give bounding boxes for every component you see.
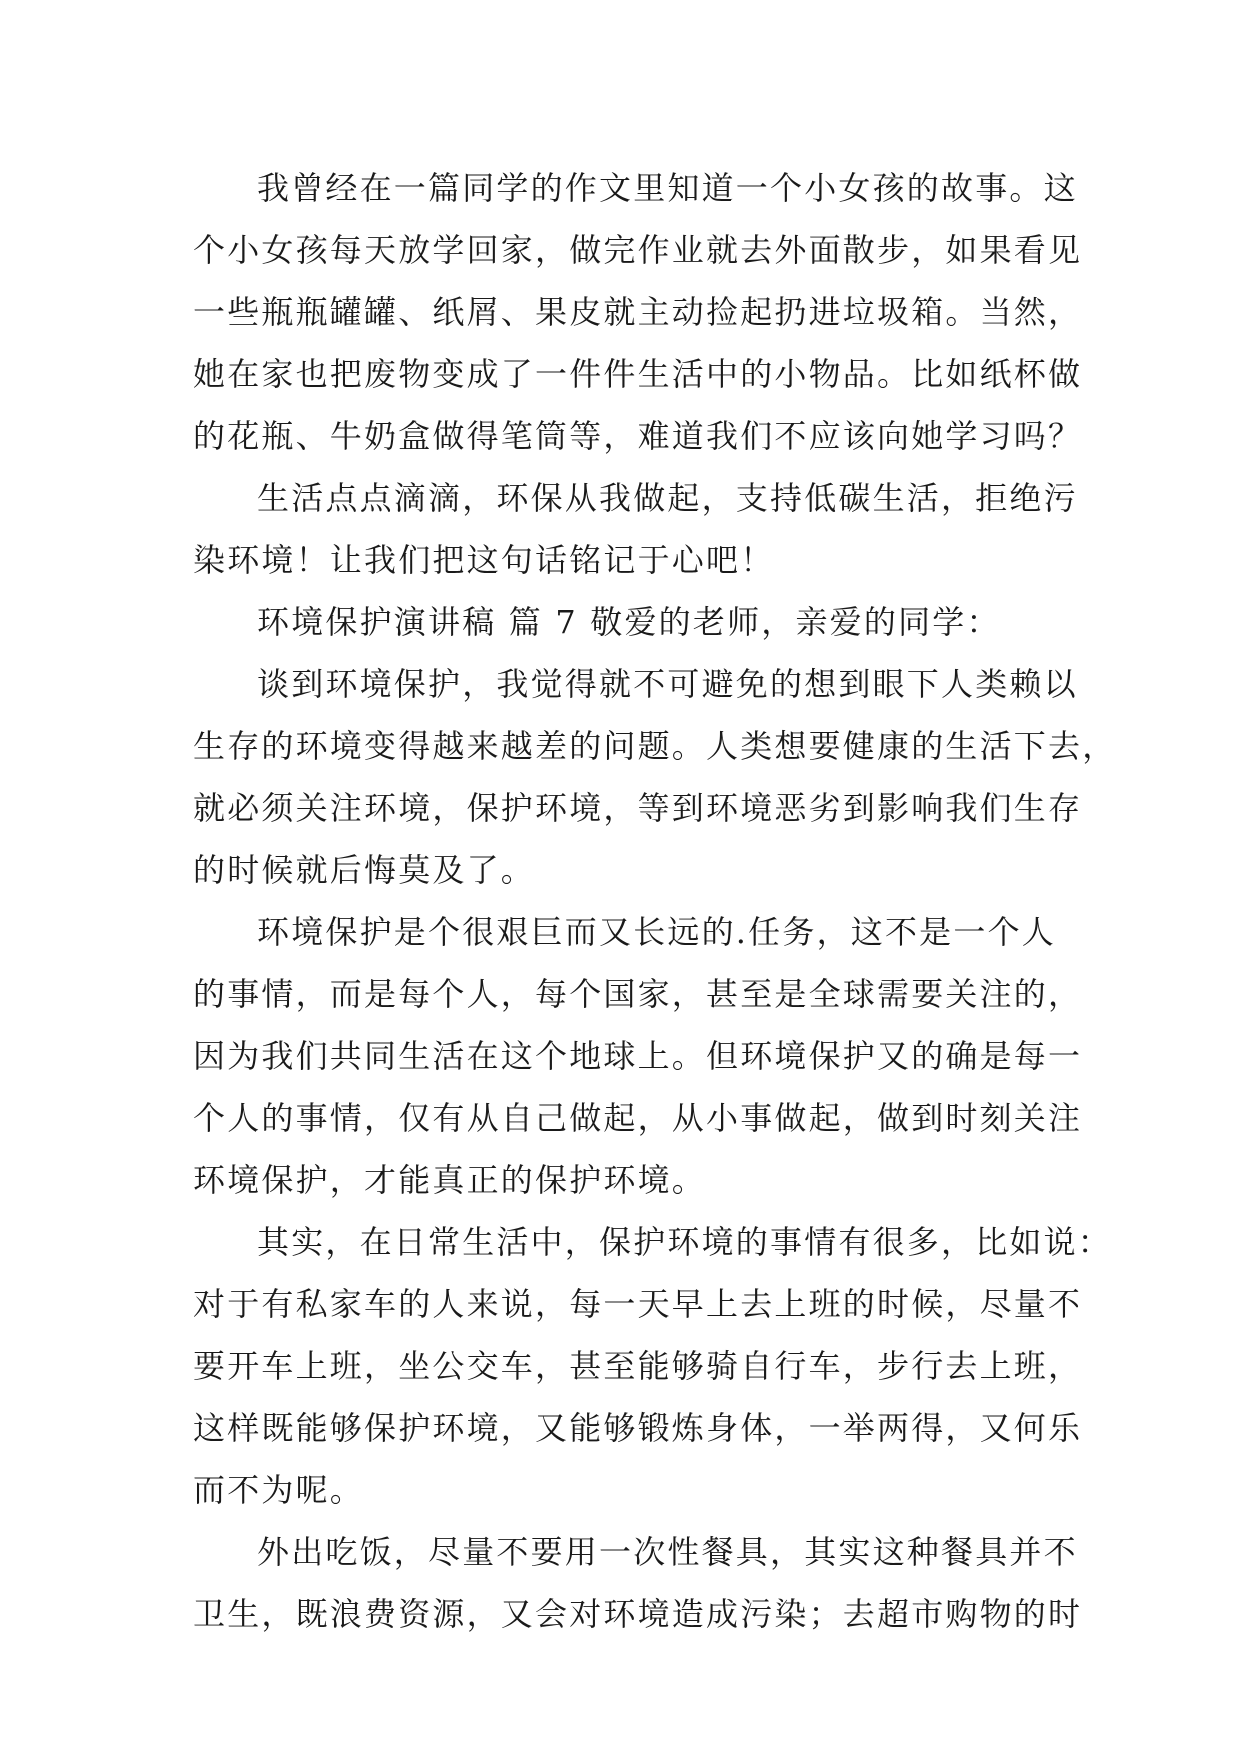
text-line: 因为我们共同生活在这个地球上。但环境保护又的确是每一 — [193, 1037, 1083, 1075]
paragraph — [193, 1521, 1083, 1645]
paragraph — [193, 653, 1117, 901]
text-line: 对于有私家车的人来说，每一天早上去上班的时候，尽量不 — [193, 1285, 1083, 1323]
text-line: 卫生，既浪费资源，又会对环境造成污染；去超市购物的时 — [193, 1595, 1083, 1633]
text-line: 一些瓶瓶罐罐、纸屑、果皮就主动捡起扔进垃圾箱。当然， — [193, 293, 1083, 331]
text-line: 外出吃饭，尽量不要用一次性餐具，其实这种餐具并不 — [257, 1533, 1078, 1571]
paragraph — [193, 1211, 1113, 1521]
text-line: 环境保护是个很艰巨而又长远的.任务，这不是一个人 — [257, 913, 1056, 951]
text-line: 的时候就后悔莫及了。 — [193, 851, 536, 889]
paragraph — [193, 157, 1083, 467]
text-line: 要开车上班，坐公交车，甚至能够骑自行车，步行去上班， — [193, 1347, 1083, 1385]
text-line: 谈到环境保护，我觉得就不可避免的想到眼下人类赖以 — [257, 665, 1078, 703]
text-line: 环境保护，才能真正的保护环境。 — [193, 1161, 707, 1199]
paragraph — [193, 901, 1083, 1211]
text-line: 的花瓶、牛奶盒做得笔筒等，难道我们不应该向她学习吗？ — [193, 417, 1083, 455]
text-line: 这样既能够保护环境，又能够锻炼身体，一举两得，又何乐 — [193, 1409, 1083, 1447]
text-line: 生活点点滴滴，环保从我做起，支持低碳生活，拒绝污 — [257, 479, 1078, 517]
text-line: 而不为呢。 — [193, 1471, 365, 1509]
section-heading-line: 环境保护演讲稿 篇 7 敬爱的老师，亲爱的同学： — [257, 603, 1001, 641]
text-line: 我曾经在一篇同学的作文里知道一个小女孩的故事。这 — [257, 169, 1078, 207]
text-line: 就必须关注环境，保护环境，等到环境恶劣到影响我们生存 — [193, 789, 1083, 827]
paragraph — [193, 467, 1078, 591]
text-line: 染环境！让我们把这句话铭记于心吧！ — [193, 541, 775, 579]
text-line: 个人的事情，仅有从自己做起，从小事做起，做到时刻关注 — [193, 1099, 1083, 1137]
body-text — [193, 157, 1117, 1645]
text-line: 生存的环境变得越来越差的问题。人类想要健康的生活下去， — [193, 727, 1117, 765]
text-line: 的事情，而是每个人，每个国家，甚至是全球需要关注的， — [193, 975, 1083, 1013]
paragraph — [193, 591, 1053, 653]
text-line: 个小女孩每天放学回家，做完作业就去外面散步，如果看见 — [193, 231, 1083, 269]
text-line: 其实，在日常生活中，保护环境的事情有很多，比如说： — [257, 1223, 1113, 1261]
text-line: 她在家也把废物变成了一件件生活中的小物品。比如纸杯做 — [193, 355, 1083, 393]
